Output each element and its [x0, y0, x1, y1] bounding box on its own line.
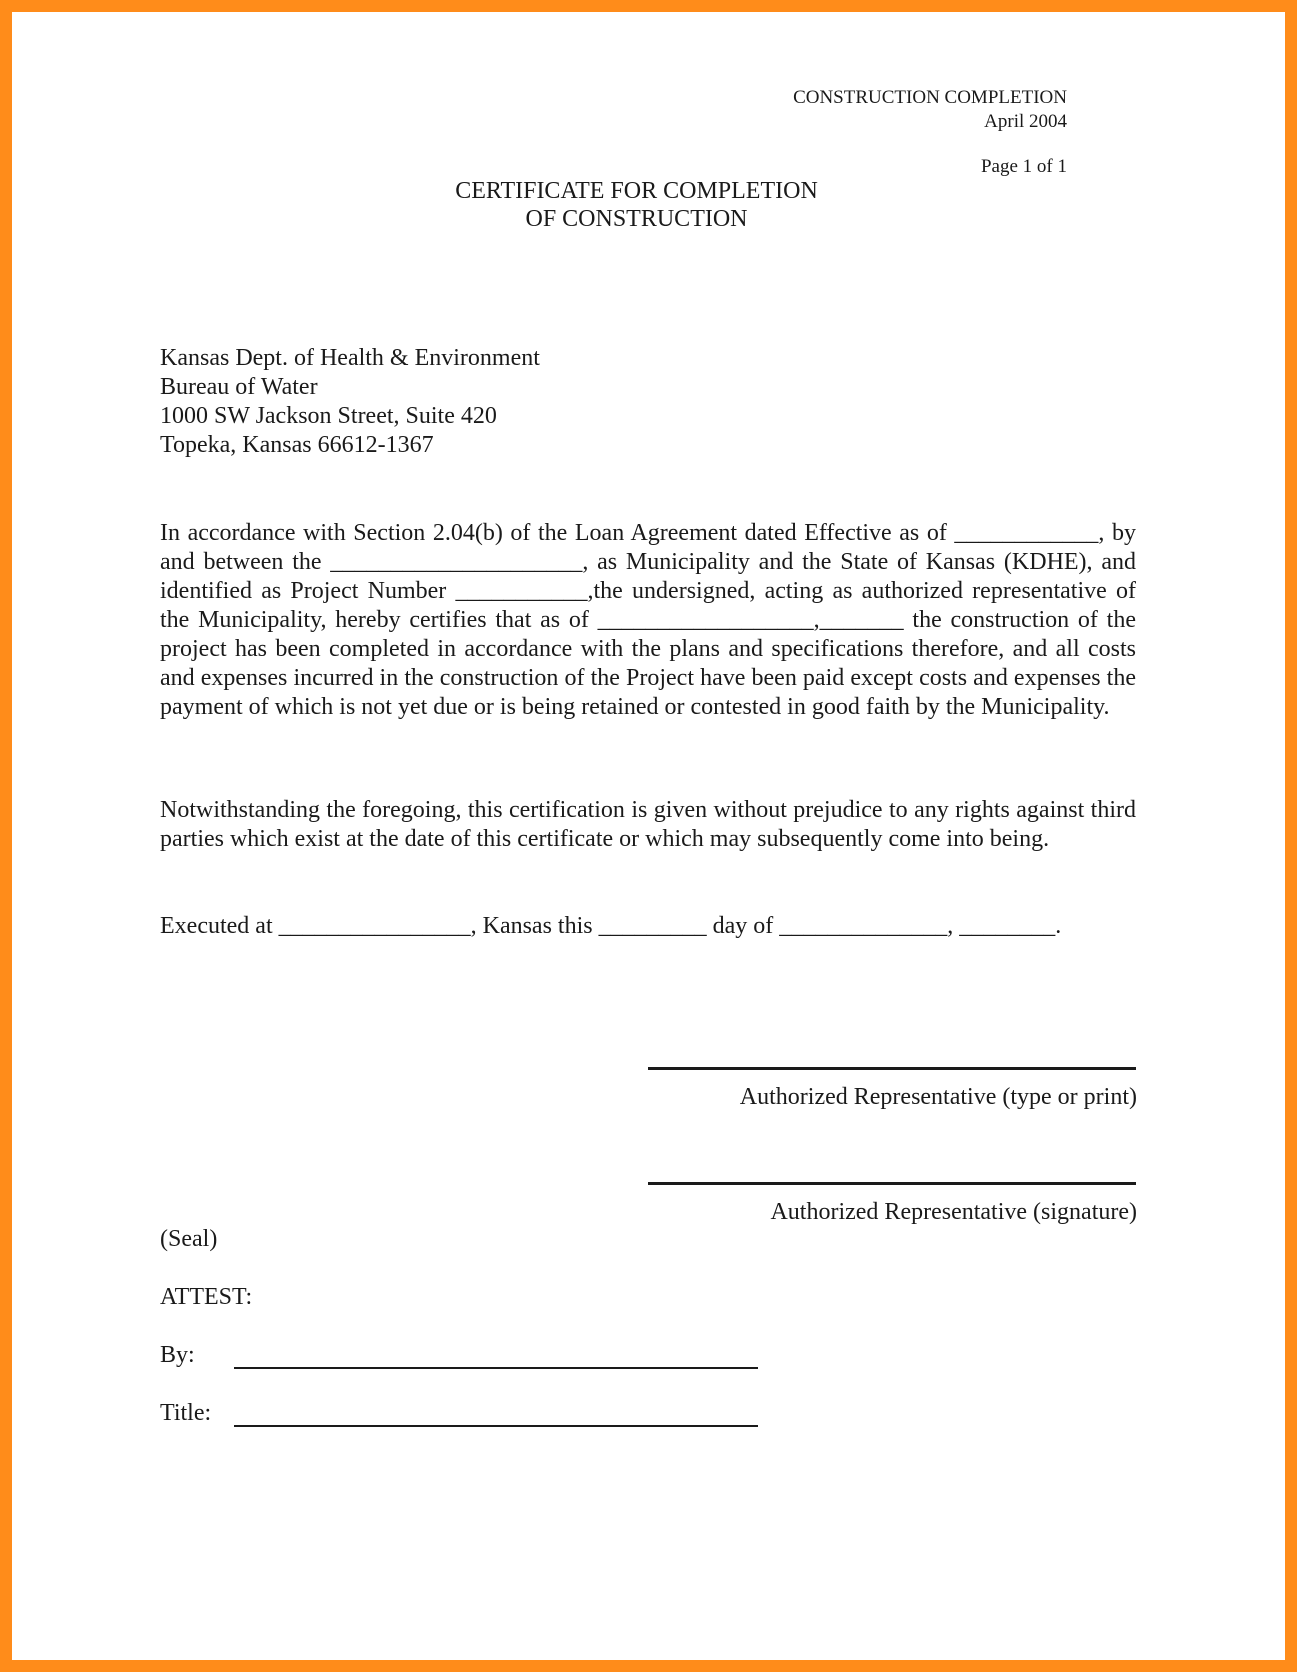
document-page	[12, 12, 1285, 1660]
header-date: April 2004	[984, 111, 1067, 132]
document-title-line2: OF CONSTRUCTION	[525, 206, 748, 232]
address-line: Bureau of Water	[160, 374, 318, 400]
by-label: By:	[160, 1342, 195, 1368]
executed-line: Executed at ________________, Kansas this _________ day of ______________, ________.	[160, 913, 1062, 939]
rep-print-label: Authorized Representative (type or print)	[739, 1084, 1137, 1110]
body-paragraph-1: In accordance with Section 2.04(b) of the Loan Agreement dated Effective as of ____________, by and between the _____________________, as Municipality and the State of Kansas (KDHE), and identified as Project Number ___________,the undersigned, acting as authorized representative of the Municipality, hereby certifies that as of __________________,_______ the construction of the project has been completed in accordance with the plans and specifications therefore, and all costs and expenses incurred in the construction of the Project have been paid except costs and expenses the payment of which is not yet due or is being retained or contested in good faith by the Municipality.	[160, 520, 1136, 720]
signature-line-signature[interactable]	[648, 1182, 1136, 1185]
address-line: 1000 SW Jackson Street, Suite 420	[160, 403, 497, 429]
header-doc-type: CONSTRUCTION COMPLETION	[793, 87, 1067, 108]
address-line: Kansas Dept. of Health & Environment	[160, 345, 540, 371]
title-signature-line[interactable]	[234, 1425, 758, 1427]
header-page-number: Page 1 of 1	[980, 156, 1067, 177]
document-title-line1: CERTIFICATE FOR COMPLETION	[455, 178, 818, 204]
title-label: Title:	[160, 1400, 212, 1426]
signature-line-print[interactable]	[648, 1067, 1136, 1070]
body-paragraph-2: Notwithstanding the foregoing, this certification is given without prejudice to any rights against third parties which exist at the date of this certificate or which may subsequently come into being.	[160, 797, 1136, 852]
address-line: Topeka, Kansas 66612-1367	[160, 432, 434, 458]
rep-signature-label: Authorized Representative (signature)	[770, 1199, 1137, 1225]
seal-label: (Seal)	[160, 1226, 218, 1252]
attest-label: ATTEST:	[160, 1284, 253, 1310]
by-signature-line[interactable]	[234, 1367, 758, 1369]
